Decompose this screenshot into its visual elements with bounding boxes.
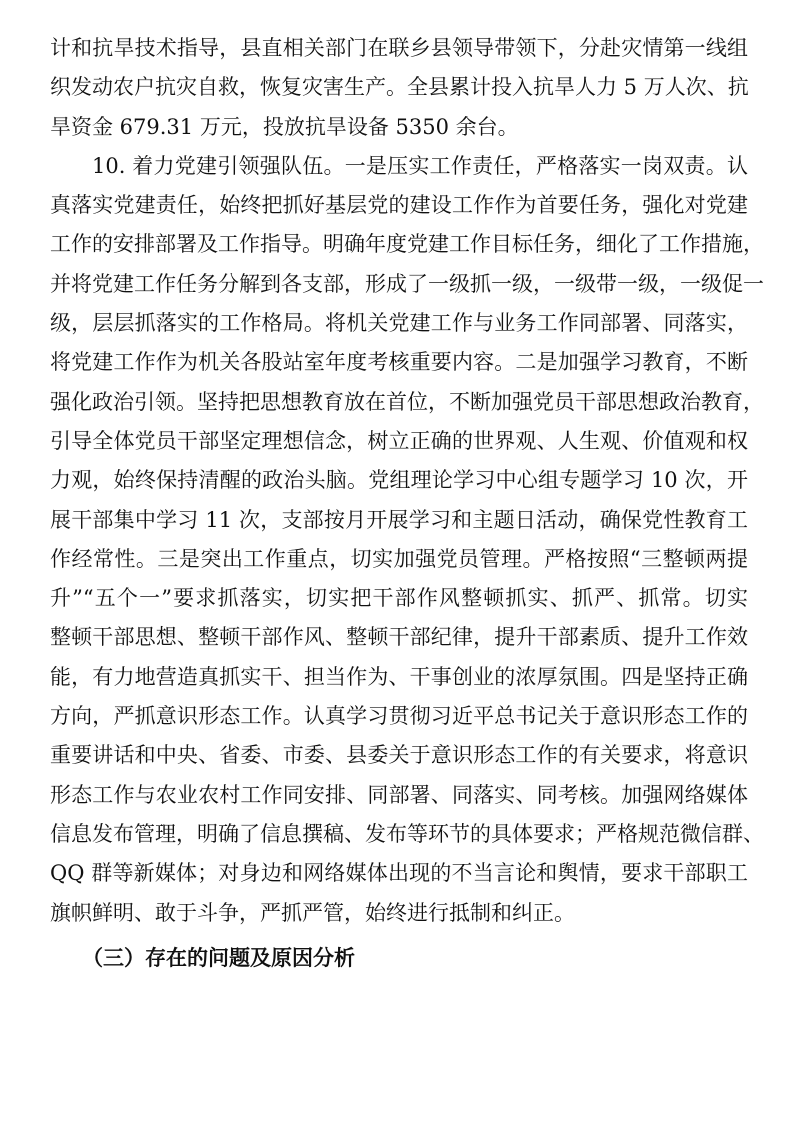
text-line: 能，有力地营造真抓实干、担当作为、干事创业的浓厚氛围。四是坚持正确: [50, 664, 748, 689]
text-line: 力观，始终保持清醒的政治头脑。党组理论学习中心组专题学习 10 次，开: [50, 468, 748, 493]
text-line: 强化政治引领。坚持把思想教育放在首位，不断加强党员干部思想政治教育，: [50, 389, 764, 414]
text-line: 级，层层抓落实的工作格局。将机关党建工作与业务工作同部署、同落实，: [50, 311, 748, 336]
text-line: 整顿干部思想、整顿干部作风、整顿干部纪律，提升干部素质、提升工作效: [50, 625, 748, 650]
text-line: 并将党建工作任务分解到各支部，形成了一级抓一级，一级带一级，一级促一: [50, 271, 764, 296]
text-line: 展干部集中学习 11 次，支部按月开展学习和主题日活动，确保党性教育工: [50, 507, 748, 532]
text-line: 将党建工作作为机关各股站室年度考核重要内容。二是加强学习教育，不断: [50, 350, 748, 375]
text-line: 旗帜鲜明、敢于斗争，严抓严管，始终进行抵制和纠正。: [50, 900, 575, 925]
text-line: QQ 群等新媒体；对身边和网络媒体出现的不当言论和舆情，要求干部职工: [50, 861, 748, 886]
text-line: 信息发布管理，明确了信息撰稿、发布等环节的具体要求；严格规范微信群、: [50, 821, 764, 846]
paragraph-continued: [50, 29, 748, 147]
text-line: 旱资金 679.31 万元，投放抗旱设备 5350 余台。: [50, 114, 519, 139]
section-heading: （三）存在的问题及原因分析: [82, 945, 355, 970]
text-line: 工作的安排部署及工作指导。明确年度党建工作目标任务，细化了工作措施，: [50, 232, 764, 257]
text-line: 计和抗旱技术指导，县直相关部门在联乡县领导带领下，分赴灾情第一线组: [50, 36, 748, 60]
text-line: 10. 着力党建引领强队伍。一是压实工作责任，严格落实一岗双责。认: [92, 153, 748, 178]
text-line: 方向，严抓意识形态工作。认真学习贯彻习近平总书记关于意识形态工作的: [50, 704, 748, 729]
text-line: 作经常性。三是突出工作重点，切实加强党员管理。严格按照“三整顿两提: [50, 546, 748, 571]
text-line: 重要讲话和中央、省委、市委、县委关于意识形态工作的有关要求，将意识: [50, 743, 748, 768]
text-line: 织发动农户抗灾自救，恢复灾害生产。全县累计投入抗旱人力 5 万人次、抗: [50, 75, 749, 100]
document-body: [50, 29, 764, 978]
text-line: 形态工作与农业农村工作同安排、同部署、同落实、同考核。加强网络媒体: [50, 782, 748, 807]
text-line: 真落实党建责任，始终把抓好基层党的建设工作作为首要任务，强化对党建: [50, 193, 748, 218]
text-line: 引导全体党员干部坚定理想信念，树立正确的世界观、人生观、价值观和权: [50, 428, 748, 453]
text-line: 升”“五个一”要求抓落实，切实把干部作风整顿抓实、抓严、抓常。切实: [50, 586, 748, 611]
paragraph-10: [50, 147, 764, 933]
